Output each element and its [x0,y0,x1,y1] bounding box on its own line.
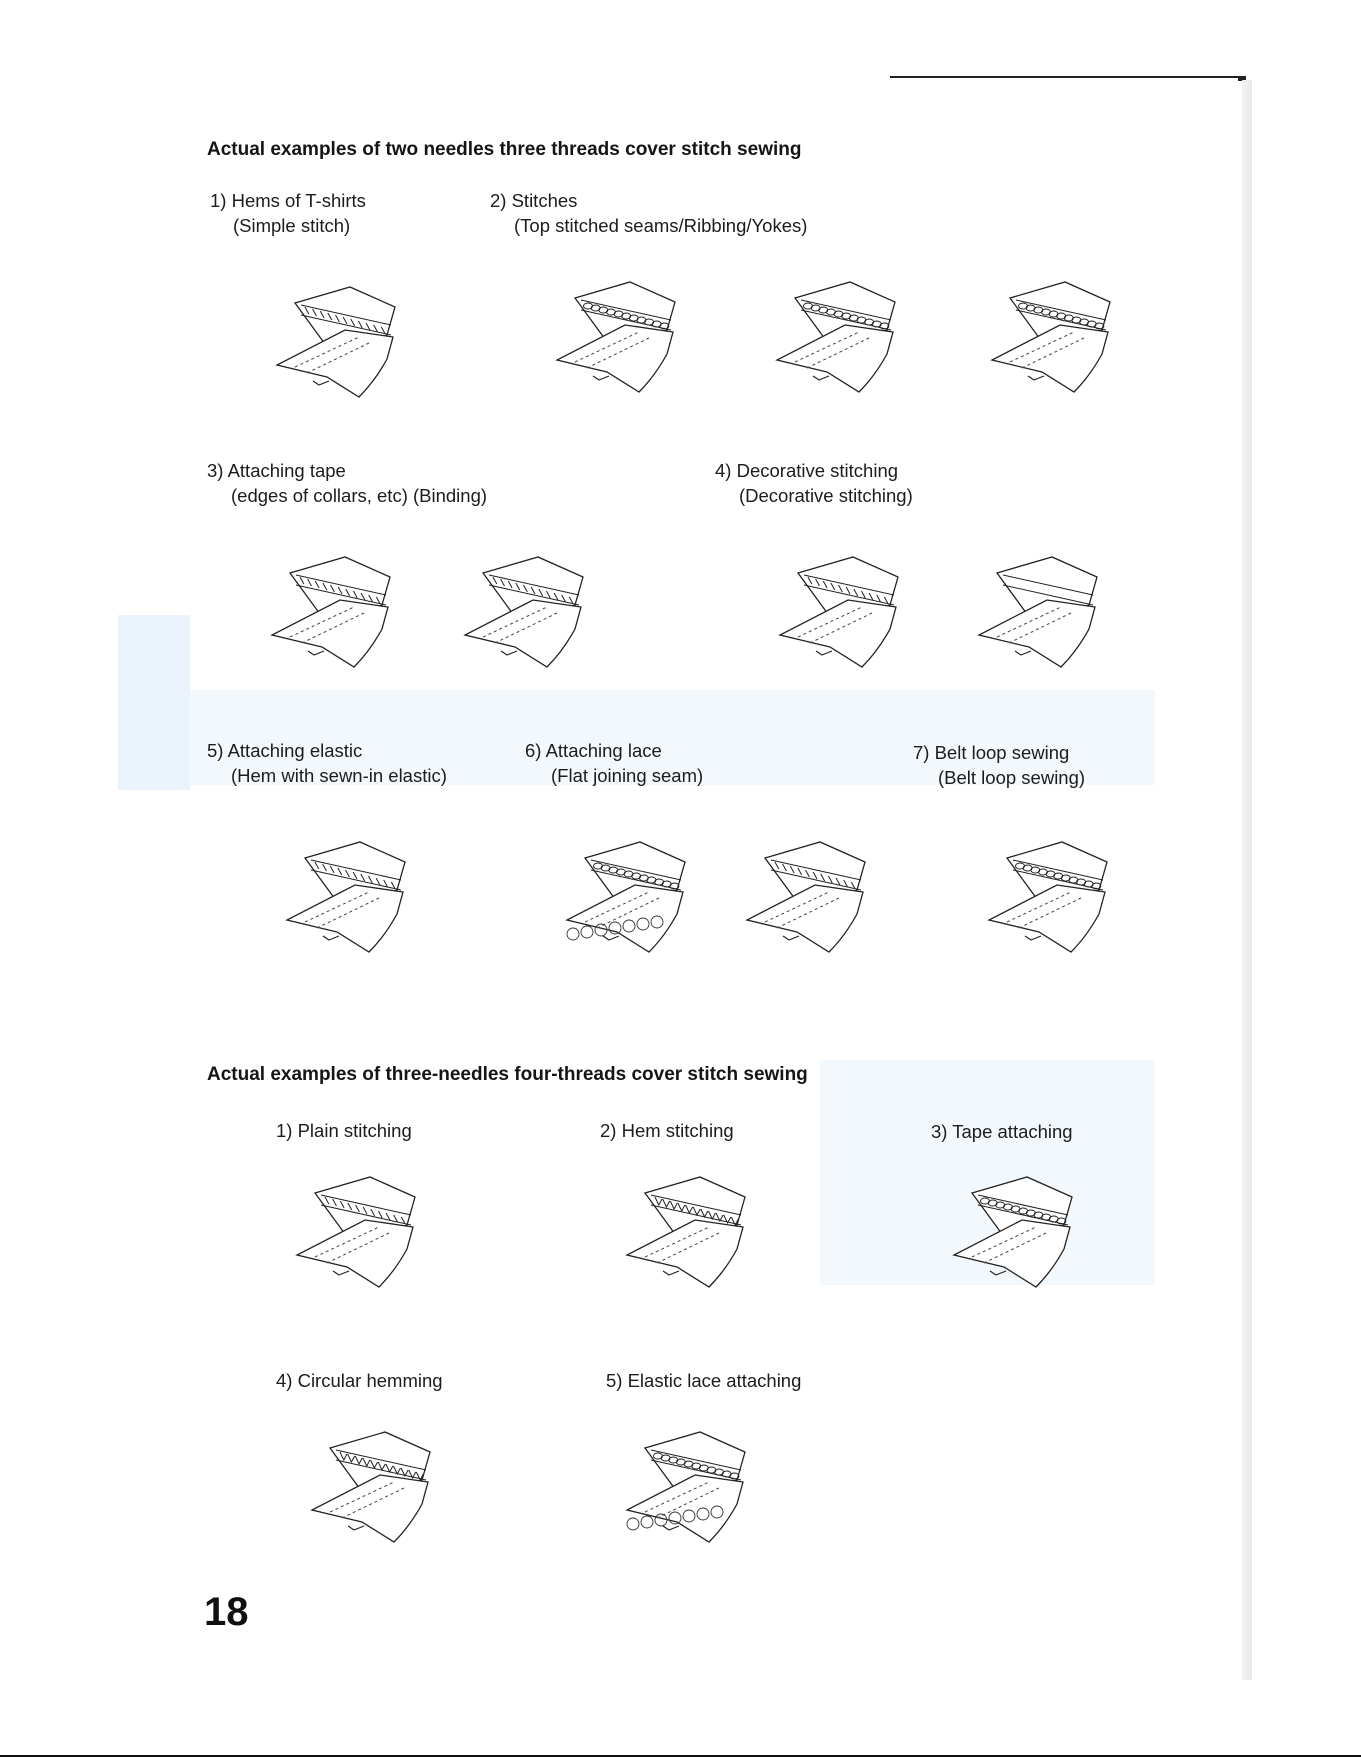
stitch-illustration [755,280,905,400]
item-label-7 [913,740,1085,790]
item-subtitle: (edges of collars, etc) (Binding) [231,485,488,506]
stitch-illustration-drawing [250,555,400,675]
item-label-b1 [276,1118,412,1143]
stitch-illustration [275,1175,425,1295]
item-title: 2) Stitches [490,190,578,211]
item-title: 1) Hems of T-shirts [210,190,366,211]
stitch-illustration-drawing [605,1175,755,1295]
top-rule [890,76,1246,78]
item-title: 1) Plain stitching [276,1120,412,1141]
item-title: 5) Elastic lace attaching [606,1370,802,1391]
item-subtitle: (Hem with sewn-in elastic) [231,765,447,786]
stitch-illustration-drawing [443,555,593,675]
item-label-b5 [606,1368,801,1393]
stitch-illustration [290,1430,440,1550]
item-label-1 [210,188,366,238]
item-subtitle: (Flat joining seam) [551,765,704,786]
stitch-illustration [605,1430,755,1550]
item-label-5 [207,738,447,788]
item-label-6 [525,738,703,788]
item-title: 2) Hem stitching [600,1120,734,1141]
stitch-illustration-drawing [957,555,1107,675]
stitch-illustration-drawing [605,1430,755,1550]
stitch-illustration-drawing [255,285,405,405]
bottom-rule [0,1755,1361,1757]
item-subtitle: (Decorative stitching) [739,485,913,506]
stitch-illustration-drawing [970,280,1120,400]
item-subtitle: (Simple stitch) [233,215,351,236]
stitch-illustration [970,280,1120,400]
stitch-illustration [932,1175,1082,1295]
item-title: 4) Circular hemming [276,1370,443,1391]
item-subtitle: (Top stitched seams/Ribbing/Yokes) [514,215,808,236]
item-title: 6) Attaching lace [525,740,662,761]
item-title: 4) Decorative stitching [715,460,899,481]
blue-side-tab [118,615,190,790]
stitch-illustration [957,555,1107,675]
item-title: 7) Belt loop sewing [913,742,1070,763]
item-label-2 [490,188,807,238]
stitch-illustration-drawing [265,840,415,960]
stitch-illustration-drawing [932,1175,1082,1295]
item-title: 3) Attaching tape [207,460,346,481]
item-label-3 [207,458,487,508]
stitch-illustration [967,840,1117,960]
stitch-illustration [725,840,875,960]
stitch-illustration-drawing [275,1175,425,1295]
page-edge [1242,80,1252,1680]
stitch-illustration-drawing [535,280,685,400]
stitch-illustration [605,1175,755,1295]
section-heading-three-needles: Actual examples of three-needles four-threads cover stitch sewing [207,1064,808,1085]
item-title: 3) Tape attaching [931,1121,1073,1142]
item-label-4 [715,458,913,508]
stitch-illustration [443,555,593,675]
stitch-illustration-drawing [725,840,875,960]
item-subtitle: (Belt loop sewing) [938,767,1086,788]
stitch-illustration [265,840,415,960]
stitch-illustration [250,555,400,675]
stitch-illustration [758,555,908,675]
stitch-illustration-drawing [967,840,1117,960]
item-label-b4 [276,1368,443,1393]
stitch-illustration [535,280,685,400]
item-title: 5) Attaching elastic [207,740,363,761]
stitch-illustration [255,285,405,405]
stitch-illustration-drawing [755,280,905,400]
item-label-b2 [600,1118,734,1143]
item-label-b3 [931,1119,1073,1144]
page-number: 18 [204,1590,249,1634]
section-heading-two-needles: Actual examples of two needles three threads cover stitch sewing [207,139,802,160]
stitch-illustration [545,840,695,960]
stitch-illustration-drawing [545,840,695,960]
stitch-illustration-drawing [758,555,908,675]
stitch-illustration-drawing [290,1430,440,1550]
